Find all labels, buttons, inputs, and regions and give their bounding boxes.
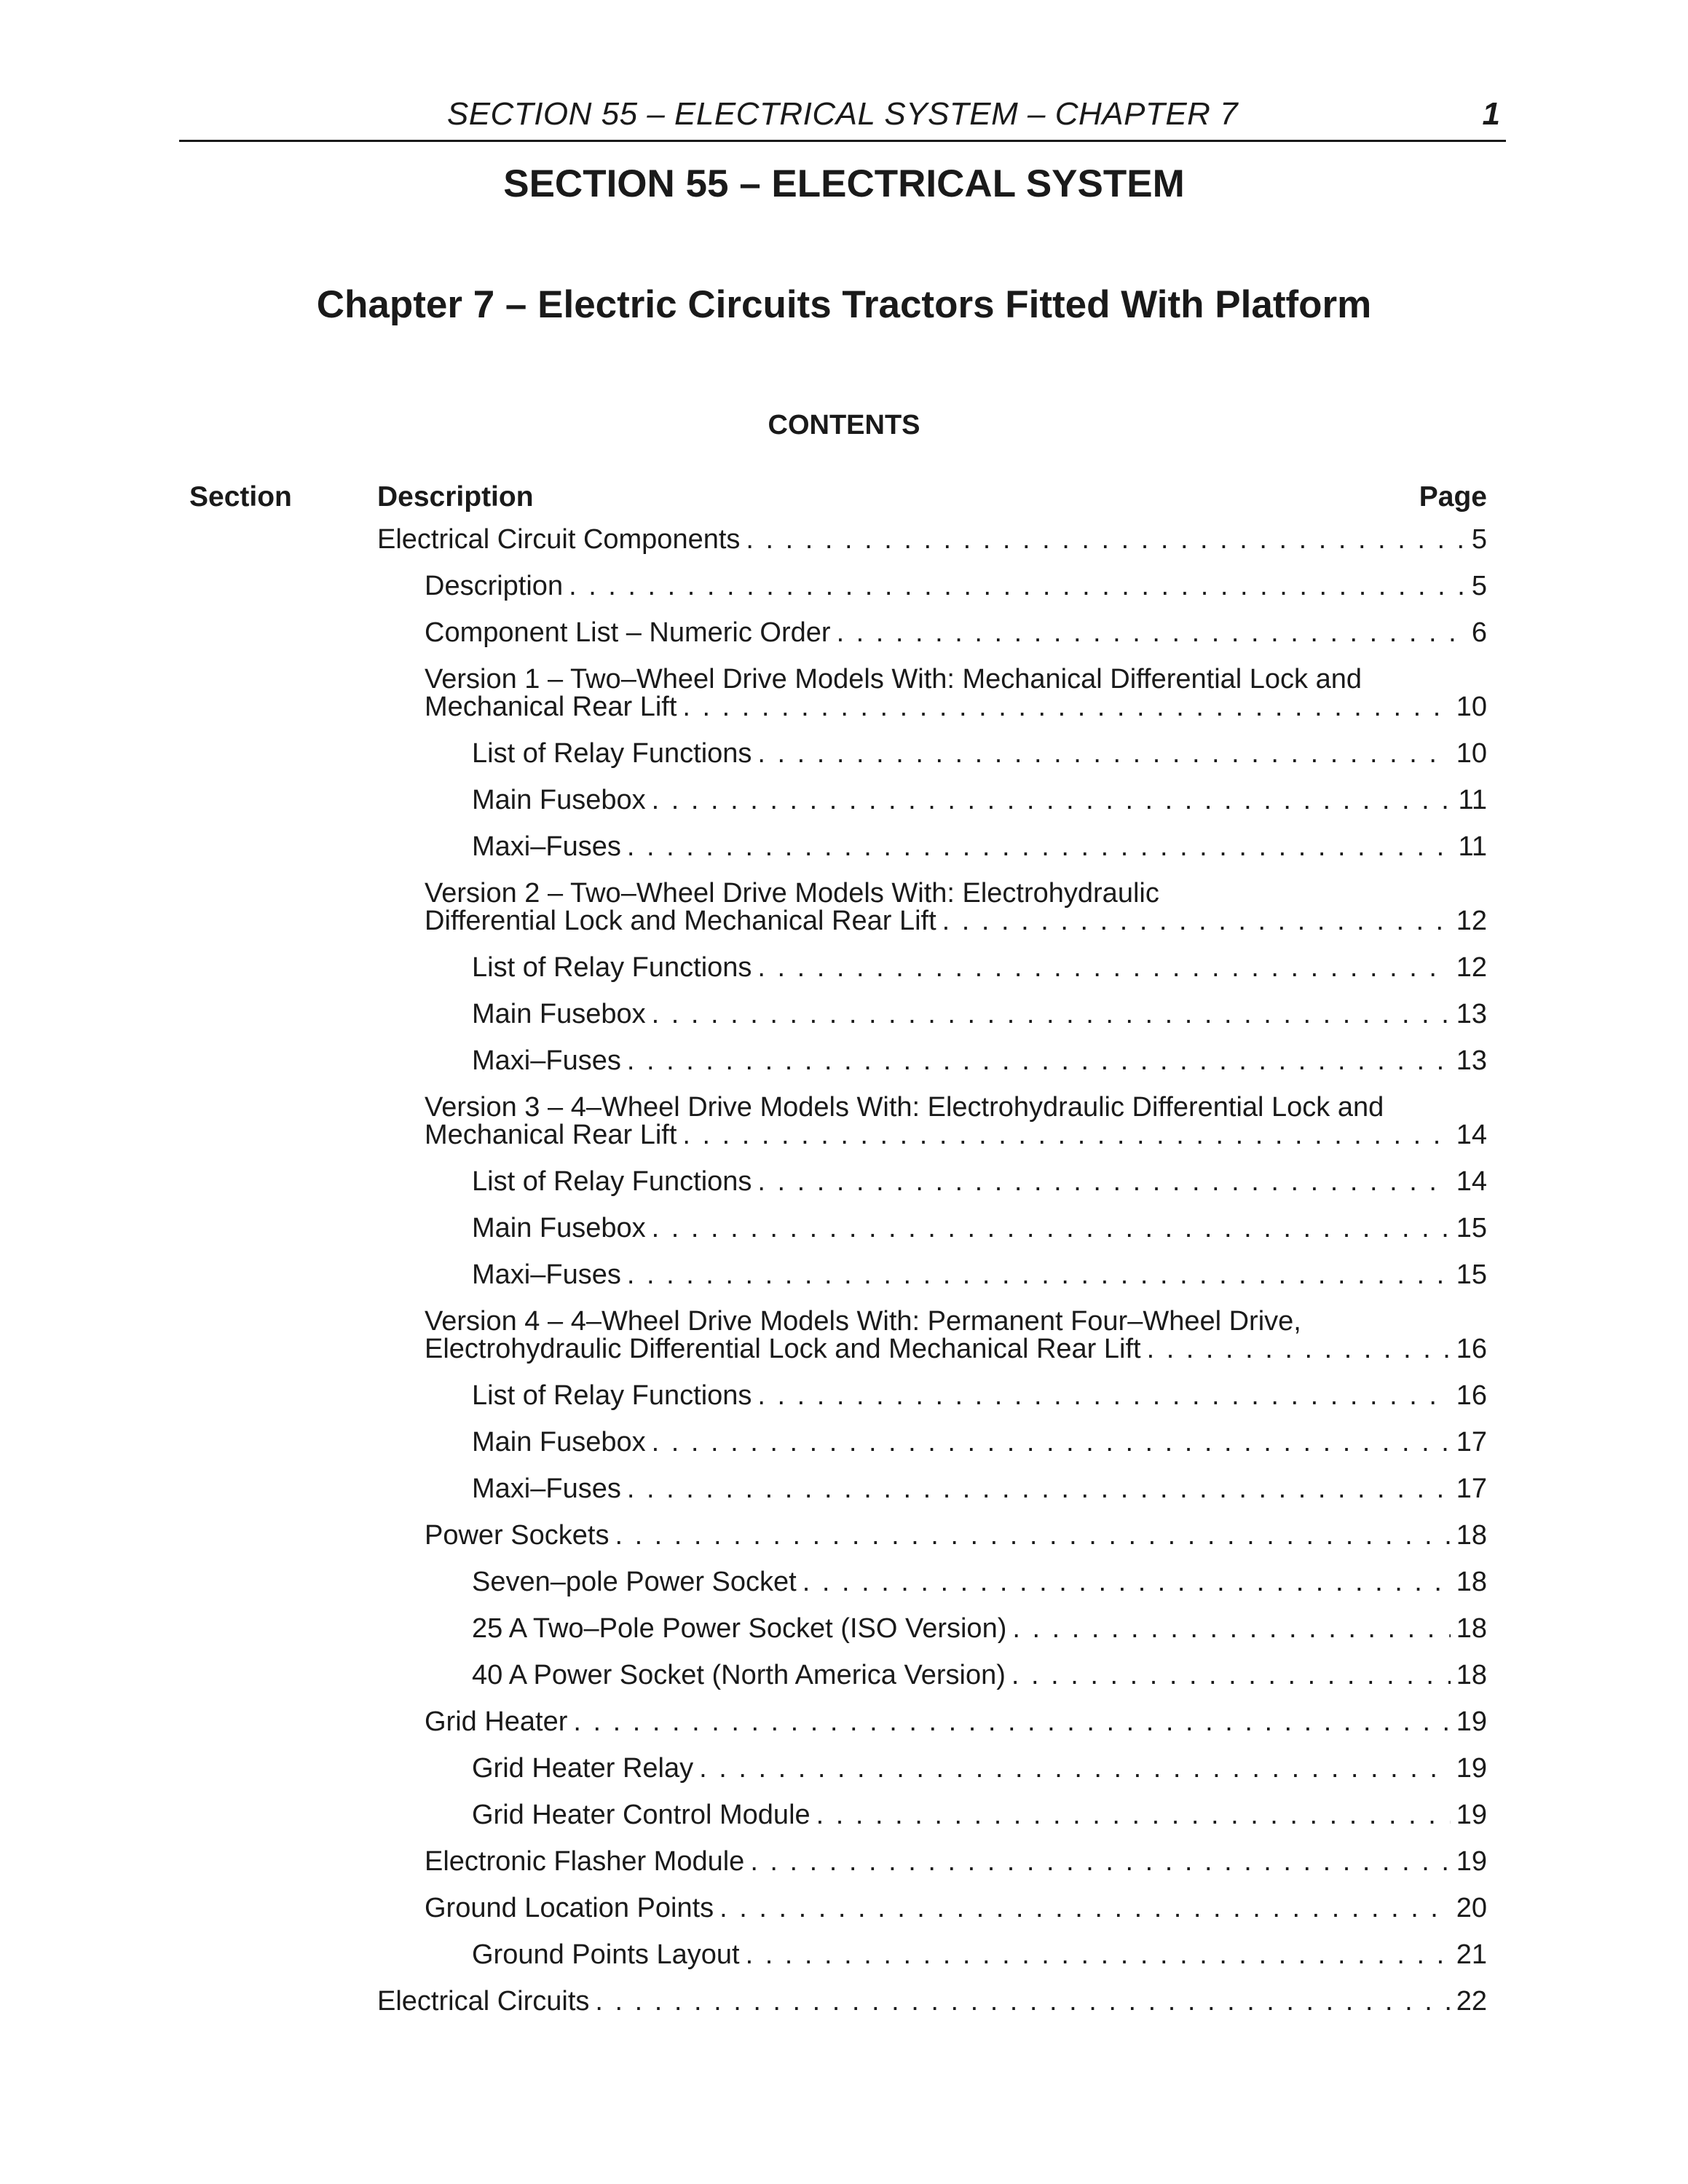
- dot-leader: [615, 1522, 1450, 1549]
- toc-entry-page: 22: [1456, 1986, 1487, 2017]
- dot-leader: [816, 1801, 1451, 1829]
- toc-entry-page: 5: [1471, 524, 1487, 555]
- toc-entry-title: Main Fusebox: [472, 1427, 646, 1457]
- toc-entry: [377, 1428, 1487, 1456]
- toc-entry: [377, 1941, 1487, 1969]
- toc-entry-title: Component List – Numeric Order: [425, 617, 831, 648]
- dot-leader: [627, 833, 1453, 860]
- toc-entry-title: Ground Points Layout: [472, 1939, 740, 1970]
- toc-entry-page: 12: [1456, 952, 1487, 983]
- toc-entry-page: 12: [1456, 906, 1487, 936]
- toc-entry-title: Main Fusebox: [472, 999, 646, 1029]
- toc-entry: [377, 833, 1487, 860]
- toc-entry-title: 40 A Power Socket (North America Version): [472, 1660, 1006, 1690]
- toc-entry-page: 17: [1456, 1427, 1487, 1457]
- dot-leader: [750, 1848, 1450, 1875]
- toc-entry-title: Power Sockets: [425, 1520, 610, 1551]
- dot-leader: [1011, 1661, 1451, 1689]
- toc-entry-page: 6: [1471, 617, 1487, 648]
- toc-entry: [377, 1522, 1487, 1549]
- toc-entry-page: 16: [1456, 1380, 1487, 1411]
- toc-entry-title: Electrical Circuits: [377, 1986, 590, 2017]
- toc-entry: [377, 1261, 1487, 1289]
- dot-leader: [682, 1121, 1450, 1149]
- toc-entry: [377, 1708, 1487, 1736]
- column-header-section: Section: [189, 481, 292, 513]
- toc-entry: [377, 1093, 1487, 1149]
- dot-leader: [719, 1894, 1451, 1922]
- toc-entry: [377, 1754, 1487, 1782]
- toc-entry-title: Maxi–Fuses: [472, 831, 621, 862]
- toc-entry-page: 10: [1456, 692, 1487, 722]
- toc-entry-title: List of Relay Functions: [472, 738, 752, 769]
- contents-heading: CONTENTS: [768, 410, 920, 440]
- toc-entry-page: 13: [1456, 999, 1487, 1029]
- toc-entry-title-line1: Version 2 – Two–Wheel Drive Models With: Electrohydraulic: [425, 878, 1159, 909]
- toc-entry-page: 10: [1456, 738, 1487, 769]
- toc-entry: [377, 1894, 1487, 1922]
- toc-entry-title: List of Relay Functions: [472, 1166, 752, 1197]
- toc-entry-page: 11: [1458, 785, 1487, 815]
- toc-entry-page: 19: [1456, 1753, 1487, 1784]
- toc-entry: [377, 1987, 1487, 2015]
- toc-entry-page: 18: [1456, 1660, 1487, 1690]
- toc-entry-title: Ground Location Points: [425, 1893, 714, 1923]
- running-header: [179, 93, 1506, 142]
- page-number: 1: [1482, 96, 1500, 132]
- toc-entry-title-line1: Version 1 – Two–Wheel Drive Models With: Mechanical Differential Lock and: [425, 664, 1362, 695]
- toc-entry-title: Differential Lock and Mechanical Rear Lift: [425, 906, 936, 936]
- dot-leader: [757, 1382, 1450, 1409]
- toc-entry-title: List of Relay Functions: [472, 952, 752, 983]
- toc-entry-page: 17: [1456, 1473, 1487, 1504]
- dot-leader: [746, 1941, 1451, 1969]
- toc-entry-title: Grid Heater Control Module: [472, 1800, 811, 1830]
- dot-leader: [652, 1000, 1451, 1028]
- toc-entry-title: Mechanical Rear Lift: [425, 1120, 677, 1150]
- column-header-page: Page: [1419, 481, 1487, 513]
- dot-leader: [573, 1708, 1450, 1736]
- dot-leader: [627, 1261, 1451, 1289]
- toc-entry-title: Grid Heater: [425, 1706, 568, 1737]
- toc-entry: [377, 619, 1487, 646]
- dot-leader: [595, 1987, 1450, 2015]
- toc-entry-title: Maxi–Fuses: [472, 1045, 621, 1076]
- toc-entry-page: 14: [1456, 1120, 1487, 1150]
- toc-entry-page: 16: [1456, 1334, 1487, 1364]
- toc-entry: [377, 1000, 1487, 1028]
- toc-entry: [377, 1382, 1487, 1409]
- toc-entry-page: 14: [1456, 1166, 1487, 1197]
- toc-entry: [377, 1615, 1487, 1642]
- table-of-contents: [377, 526, 1487, 2034]
- toc-entry-title: Description: [425, 571, 564, 601]
- toc-entry-title: Main Fusebox: [472, 1213, 646, 1243]
- toc-entry: [377, 954, 1487, 981]
- toc-entry-page: 18: [1456, 1520, 1487, 1551]
- dot-leader: [746, 526, 1465, 553]
- toc-entry: [377, 1661, 1487, 1689]
- dot-leader: [627, 1047, 1451, 1075]
- toc-entry-page: 13: [1456, 1045, 1487, 1076]
- dot-leader: [802, 1568, 1451, 1596]
- running-title: SECTION 55 – ELECTRICAL SYSTEM – CHAPTER 7: [446, 96, 1239, 132]
- dot-leader: [627, 1475, 1451, 1503]
- toc-entry-title: 25 A Two–Pole Power Socket (ISO Version): [472, 1613, 1007, 1644]
- dot-leader: [682, 693, 1450, 721]
- toc-entry-title: Electronic Flasher Module: [425, 1846, 745, 1877]
- toc-entry: [377, 526, 1487, 553]
- toc-entry: [377, 1307, 1487, 1363]
- section-title: SECTION 55 – ELECTRICAL SYSTEM: [503, 162, 1185, 205]
- toc-entry: [377, 1801, 1487, 1829]
- toc-entry: [377, 1475, 1487, 1503]
- toc-entry-title: Electrohydraulic Differential Lock and Mechanical Rear Lift: [425, 1334, 1141, 1364]
- toc-entry-page: 19: [1456, 1800, 1487, 1830]
- toc-entry-page: 11: [1458, 831, 1487, 862]
- dot-leader: [1147, 1335, 1451, 1363]
- toc-entry-title: List of Relay Functions: [472, 1380, 752, 1411]
- dot-leader: [757, 954, 1450, 981]
- toc-entry: [377, 1214, 1487, 1242]
- dot-leader: [757, 1168, 1450, 1195]
- toc-entry: [377, 879, 1487, 935]
- dot-leader: [652, 1428, 1451, 1456]
- toc-entry-page: 19: [1456, 1846, 1487, 1877]
- toc-entry: [377, 786, 1487, 814]
- dot-leader: [757, 740, 1450, 767]
- toc-entry-title: Seven–pole Power Socket: [472, 1567, 797, 1597]
- toc-entry-title: Mechanical Rear Lift: [425, 692, 677, 722]
- dot-leader: [569, 572, 1466, 600]
- toc-entry: [377, 1848, 1487, 1875]
- toc-entry: [377, 665, 1487, 721]
- dot-leader: [1012, 1615, 1450, 1642]
- dot-leader: [652, 786, 1453, 814]
- dot-leader: [699, 1754, 1451, 1782]
- toc-entry-page: 21: [1456, 1939, 1487, 1970]
- toc-entry-page: 19: [1456, 1706, 1487, 1737]
- toc-entry-title: Main Fusebox: [472, 785, 646, 815]
- dot-leader: [942, 907, 1451, 935]
- toc-entry: [377, 1568, 1487, 1596]
- toc-entry-page: 15: [1456, 1259, 1487, 1290]
- toc-entry: [377, 740, 1487, 767]
- toc-entry-title-line1: Version 4 – 4–Wheel Drive Models With: Permanent Four–Wheel Drive,: [425, 1306, 1301, 1337]
- toc-entry-title-line1: Version 3 – 4–Wheel Drive Models With: Electrohydraulic Differential Lock and: [425, 1092, 1384, 1123]
- toc-entry-page: 18: [1456, 1613, 1487, 1644]
- toc-entry-page: 18: [1456, 1567, 1487, 1597]
- toc-entry-page: 5: [1471, 571, 1487, 601]
- toc-entry: [377, 1168, 1487, 1195]
- chapter-title: Chapter 7 – Electric Circuits Tractors Fitted With Platform: [316, 283, 1372, 326]
- toc-entry-title: Maxi–Fuses: [472, 1259, 621, 1290]
- toc-entry-page: 20: [1456, 1893, 1487, 1923]
- toc-entry: [377, 572, 1487, 600]
- dot-leader: [837, 619, 1466, 646]
- toc-entry-title: Maxi–Fuses: [472, 1473, 621, 1504]
- toc-entry-page: 15: [1456, 1213, 1487, 1243]
- toc-entry-title: Grid Heater Relay: [472, 1753, 694, 1784]
- dot-leader: [652, 1214, 1451, 1242]
- toc-entry-title: Electrical Circuit Components: [377, 524, 741, 555]
- toc-entry: [377, 1047, 1487, 1075]
- column-header-description: Description: [377, 481, 534, 513]
